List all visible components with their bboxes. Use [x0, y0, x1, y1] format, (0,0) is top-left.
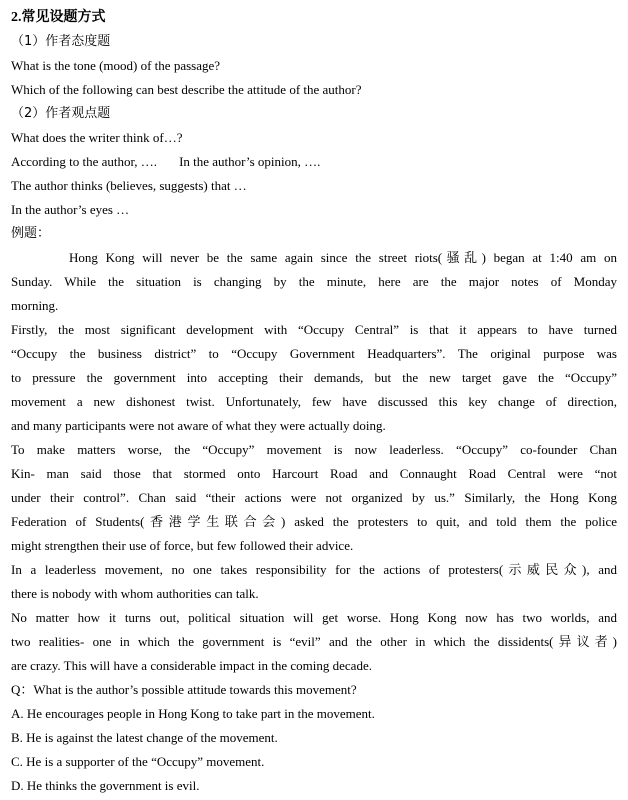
viewpoint-question-2	[11, 150, 617, 174]
passage-line: movement a new dishonest twist. Unfortunately, few have discussed this key change of direction,	[11, 394, 617, 409]
passage-line: In a leaderless movement, no one takes responsibility for the actions of protesters(示威民众), and	[11, 562, 617, 577]
section-heading: 2.常见设题方式	[11, 10, 106, 25]
passage-paragraph-2	[11, 318, 617, 438]
passage-line: “Occupy the business district” to “Occupy Government Headquarters”. The original purpose was	[11, 346, 617, 361]
passage-paragraph-5	[11, 606, 617, 678]
subheading-attitude: （1）作者态度题	[11, 34, 111, 49]
passage-line: To make matters worse, the “Occupy” movement is now leaderless. “Occupy” co-founder Chan	[11, 442, 617, 457]
question-stem: Q：What is the author’s possible attitude towards this movement?	[11, 682, 357, 697]
document-page	[11, 6, 617, 798]
example-label: 例题：	[11, 226, 51, 241]
viewpoint-question-2a: According to the author, ….	[11, 154, 158, 169]
option-a: A. He encourages people in Hong Kong to take part in the movement.	[11, 706, 375, 721]
attitude-question-1: What is the tone (mood) of the passage?	[11, 58, 221, 73]
option-d: D. He thinks the government is evil.	[11, 778, 200, 793]
passage-line: Federation of Students(香港学生联合会) asked the protesters to quit, and told them the police	[11, 514, 617, 529]
passage-paragraph-4	[11, 558, 617, 606]
passage-line: Firstly, the most significant development with “Occupy Central” is that it appears to have turned	[11, 322, 617, 337]
passage-line: under their control”. Chan said “their actions were not organized by us.” Similarly, the Hong Kong	[11, 490, 617, 505]
viewpoint-question-3: The author thinks (believes, suggests) that …	[11, 178, 247, 193]
option-c: C. He is a supporter of the “Occupy” movement.	[11, 754, 265, 769]
subheading-viewpoint: （2）作者观点题	[11, 106, 111, 121]
viewpoint-question-2b: In the author’s opinion, ….	[179, 154, 321, 169]
passage-line: to pressure the government into accepting their demands, but the new target gave the “Occupy”	[11, 370, 617, 385]
viewpoint-question-4: In the author’s eyes …	[11, 202, 130, 217]
passage-line: No matter how it turns out, political situation will get worse. Hong Kong now has two worlds, and	[11, 610, 617, 625]
passage-line: morning.	[11, 298, 59, 313]
attitude-question-2: Which of the following can best describe the attitude of the author?	[11, 82, 362, 97]
passage-line: there is nobody with whom authorities can talk.	[11, 586, 259, 601]
passage-line: Sunday. While the situation is changing by the minute, here are the major notes of Monday	[11, 274, 617, 289]
passage-line: and many participants were not aware of what they were actually doing.	[11, 418, 386, 433]
passage-line: Hong Kong will never be the same again since the street riots(骚乱) began at 1:40 am on	[69, 250, 617, 265]
passage-line: are crazy. This will have a considerable impact in the coming decade.	[11, 658, 372, 673]
passage-line: two realities- one in which the government is “evil” and the other in which the dissidents(异议者)	[11, 634, 617, 649]
viewpoint-question-1: What does the writer think of…?	[11, 130, 183, 145]
passage-paragraph-1	[11, 246, 617, 318]
passage-paragraph-3	[11, 438, 617, 558]
option-b: B. He is against the latest change of the movement.	[11, 730, 278, 745]
passage-line: might strengthen their use of force, but few followed their advice.	[11, 538, 354, 553]
passage-line: Kin- man said those that stormed onto Harcourt Road and Connaught Road Central were “not	[11, 466, 617, 481]
